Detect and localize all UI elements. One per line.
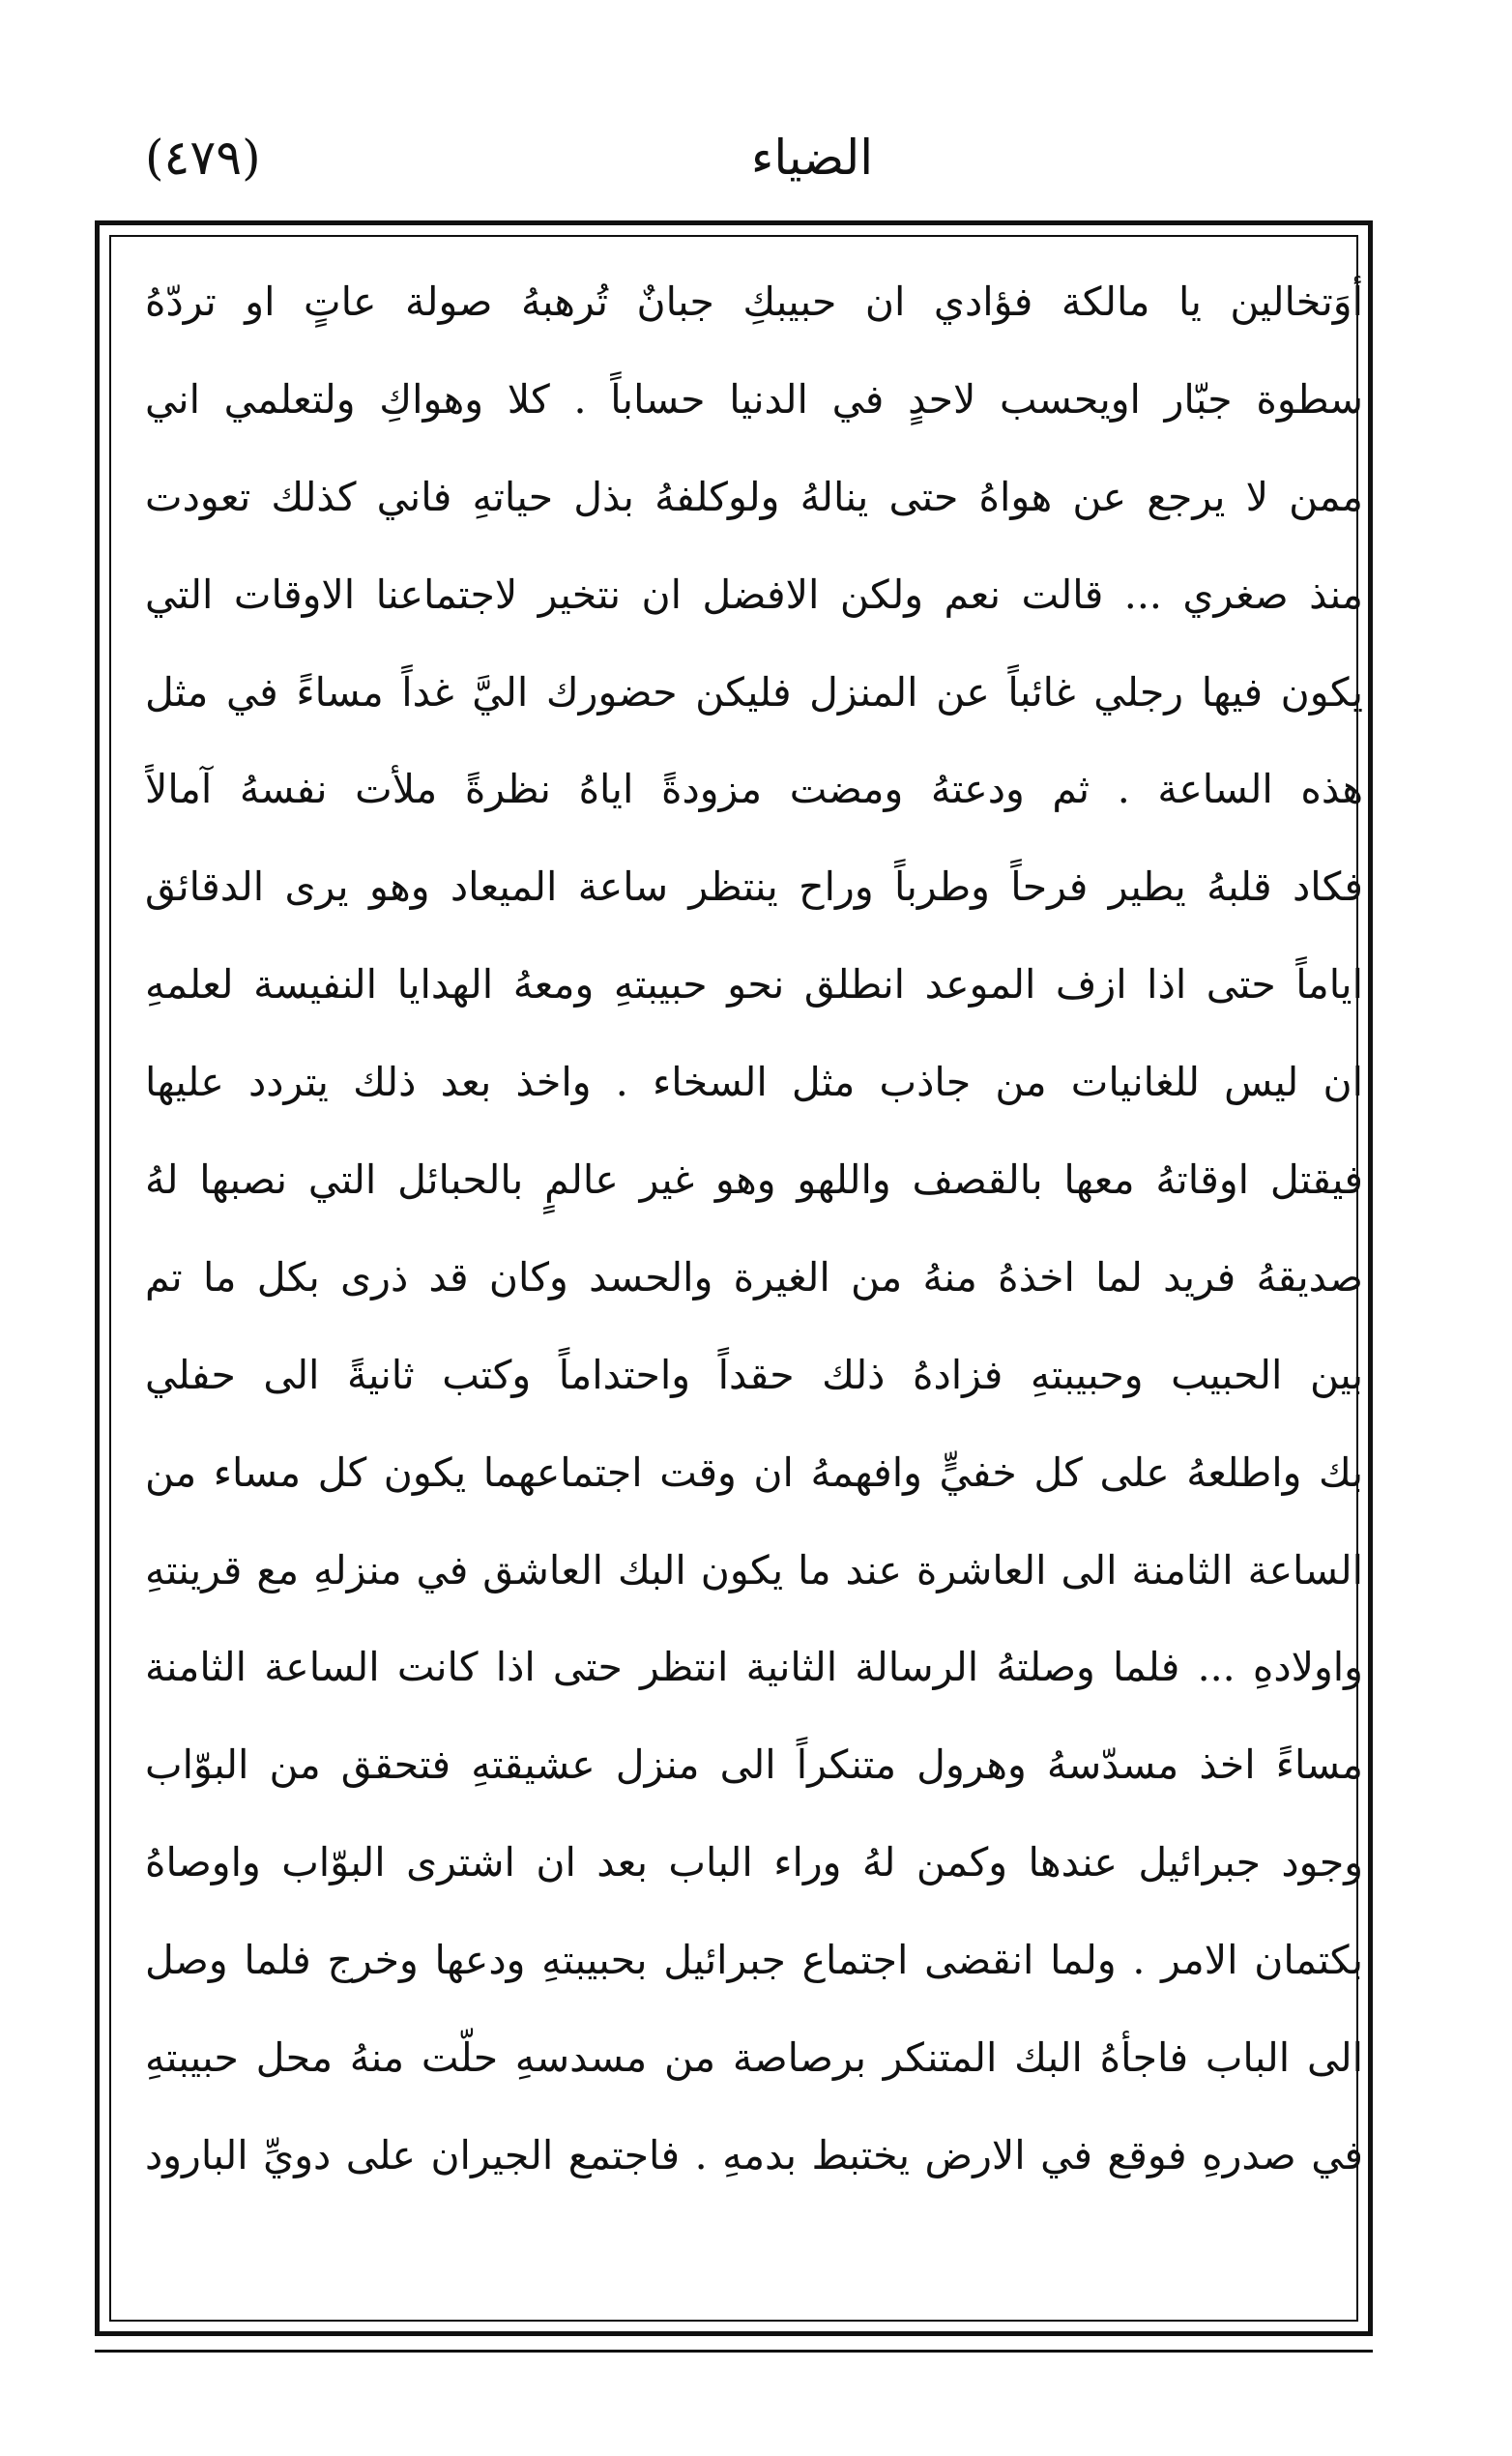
text-line: ان ليس للغانيات من جاذب مثل السخاء . واخذ بعد ذلك يتردد عليها [145,1059,1363,1106]
page-number: (٤٧٩) [145,130,261,186]
text-line: بين الحبيب وحبيبتهِ فزادهُ ذلك حقداً واحتداماً وكتب ثانيةً الى حفلي [145,1351,1363,1398]
text-line: سطوة جبّار اويحسب لاحدٍ في الدنيا حساباً . كلا وهواكِ ولتعلمي اني [145,375,1363,423]
body-text [145,253,1363,2303]
page-header [145,114,1363,201]
text-line: الى الباب فاجأهُ البك المتنكر برصاصة من مسدسهِ حلّت منهُ محل حبيبتهِ [145,2034,1363,2082]
text-line: منذ صغري ... قالت نعم ولكن الافضل ان نتخير لاجتماعنا الاوقات التي [145,570,1363,618]
text-line: وجود جبرائيل عندها وكمن لهُ وراء الباب بعد ان اشترى البوّاب واوصاهُ [145,1839,1363,1886]
text-line: واولادهِ ... فلما وصلتهُ الرسالة الثانية انتظر حتى اذا كانت الساعة الثامنة [145,1644,1363,1691]
text-line: ممن لا يرجع عن هواهُ حتى ينالهُ ولوكلفهُ بذل حياتهِ فاني كذلك تعودت [145,473,1363,520]
text-line: اياماً حتى اذا ازف الموعد انطلق نحو حبيبتهِ ومعهُ الهدايا النفيسة لعلمهِ [145,961,1363,1009]
text-line: الساعة الثامنة الى العاشرة عند ما يكون البك العاشق في منزلهِ مع قرينتهِ [145,1546,1363,1593]
text-line: فيقتل اوقاتهُ معها بالقصف واللهو وهو غير عالمٍ بالحبائل التي نصبها لهُ [145,1156,1363,1204]
text-line: صديقهُ فريد لما اخذهُ منهُ من الغيرة والحسد وكان قد ذرى بكل ما تم [145,1253,1363,1301]
bottom-rule [95,2350,1373,2353]
running-title: الضياء [750,130,874,186]
text-line: بك واطلعهُ على كل خفيٍّ وافهمهُ ان وقت اجتماعهما يكون كل مساء من [145,1448,1363,1496]
text-line: فكاد قلبهُ يطير فرحاً وطرباً وراح ينتظر ساعة الميعاد وهو يرى الدقائق [145,863,1363,911]
text-line: يكون فيها رجلي غائباً عن المنزل فليكن حضورك اليَّ غداً مساءً في مثل [145,668,1363,716]
text-line: مساءً اخذ مسدّسهُ وهرول متنكراً الى منزل عشيقتهِ فتحقق من البوّاب [145,1741,1363,1789]
text-line: هذه الساعة . ثم ودعتهُ ومضت مزودةً اياهُ نظرةً ملأت نفسهُ آمالاً [145,766,1363,813]
text-line: بكتمان الامر . ولما انقضى اجتماع جبرائيل بحبيبتهِ ودعها وخرج فلما وصل [145,1937,1363,1984]
text-line: في صدرهِ فوقع في الارض يختبط بدمهِ . فاجتمع الجيران على دويِّ البارود [145,2131,1363,2178]
text-line: أوَتخالين يا مالكة فؤادي ان حبيبكِ جبانٌ تُرهبهُ صولة عاتٍ او تردّهُ [145,278,1363,325]
